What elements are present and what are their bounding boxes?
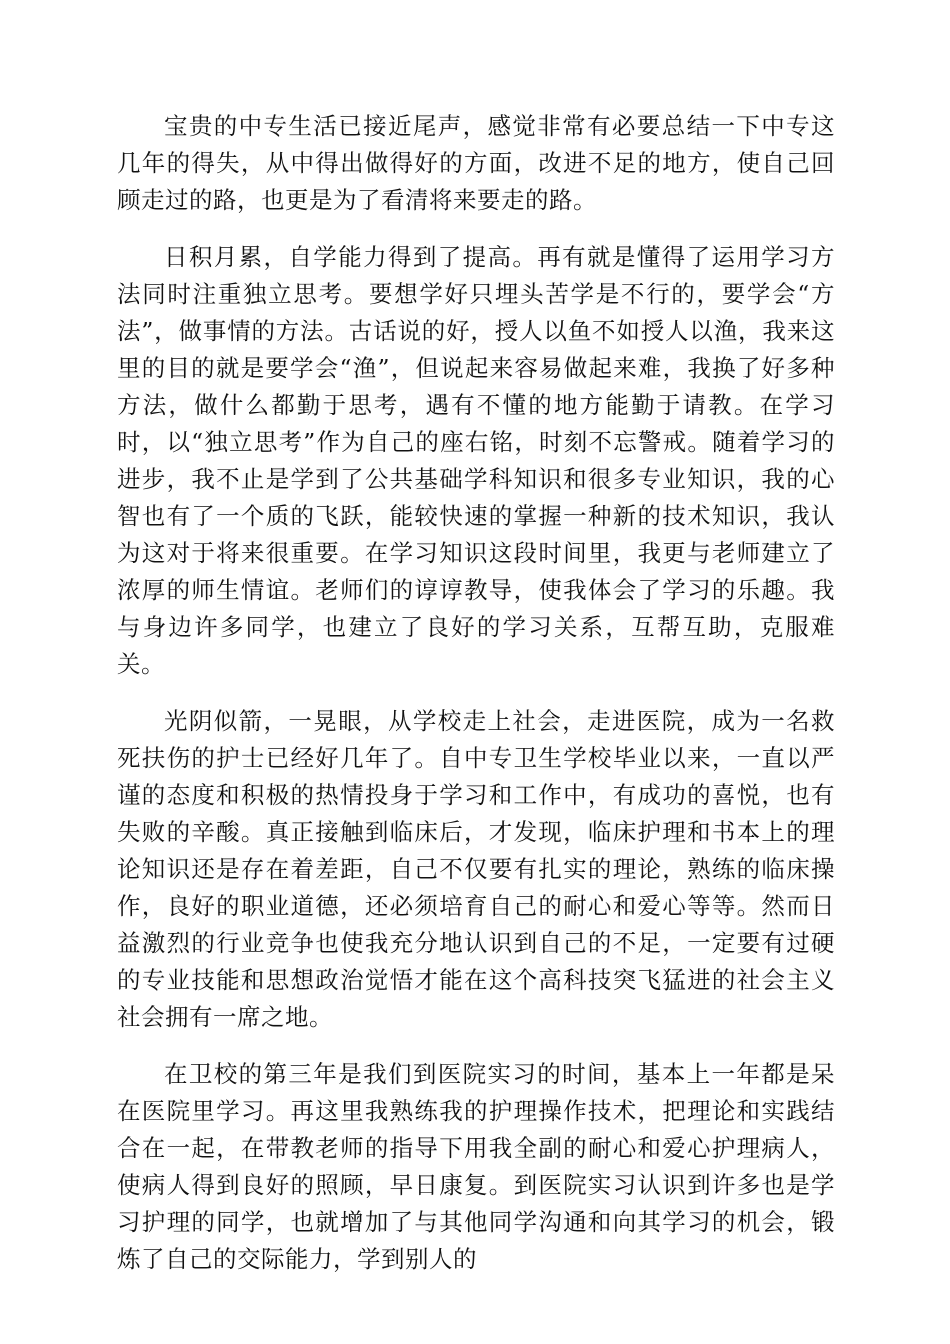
- paragraph-1: 宝贵的中专生活已接近尾声，感觉非常有必要总结一下中专这几年的得失，从中得出做得好的方面，改进不足的地方，使自己回顾走过的路，也更是为了看清将来要走的路。: [117, 112, 835, 214]
- paragraph-3: 光阴似箭，一晃眼，从学校走上社会，走进医院，成为一名救死扶伤的护士已经好几年了。自中专卫生学校毕业以来，一直以严谨的态度和积极的热情投身于学习和工作中，有成功的喜悦，也有失败的辛酸。真正接触到临床后，才发现，临床护理和书本上的理论知识还是存在着差距，自己不仅要有扎实的理论，熟练的临床操作，良好的职业道德，还必须培育自己的耐心和爱心等等。然而日益激烈的行业竞争也使我充分地认识到自己的不足，一定要有过硬的专业技能和思想政治觉悟才能在这个高科技突飞猛进的社会主义社会拥有一席之地。: [117, 707, 835, 1031]
- document-body: [117, 108, 835, 1298]
- paragraph-4: 在卫校的第三年是我们到医院实习的时间，基本上一年都是呆在医院里学习。再这里我熟练我的护理操作技术，把理论和实践结合在一起，在带教老师的指导下用我全副的耐心和爱心护理病人，使病人得到良好的照顾，早日康复。到医院实习认识到许多也是学习护理的同学，也就增加了与其他同学沟通和向其学习的机会，锻炼了自己的交际能力，学到别人的: [117, 1060, 835, 1273]
- paragraph-2: 日积月累，自学能力得到了提高。再有就是懂得了运用学习方法同时注重独立思考。要想学好只埋头苦学是不行的，要学会“方法”，做事情的方法。古话说的好，授人以鱼不如授人以渔，我来这里的目的就是要学会“渔”，但说起来容易做起来难，我换了好多种方法，做什么都勤于思考，遇有不懂的地方能勤于请教。在学习时，以“独立思考”作为自己的座右铭，时刻不忘警戒。随着学习的进步，我不止是学到了公共基础学科知识和很多专业知识，我的心智也有了一个质的飞跃，能较快速的掌握一种新的技术知识，我认为这对于将来很重要。在学习知识这段时间里，我更与老师建立了浓厚的师生情谊。老师们的谆谆教导，使我体会了学习的乐趣。我与身边许多同学，也建立了良好的学习关系，互帮互助，克服难关。: [117, 243, 835, 678]
